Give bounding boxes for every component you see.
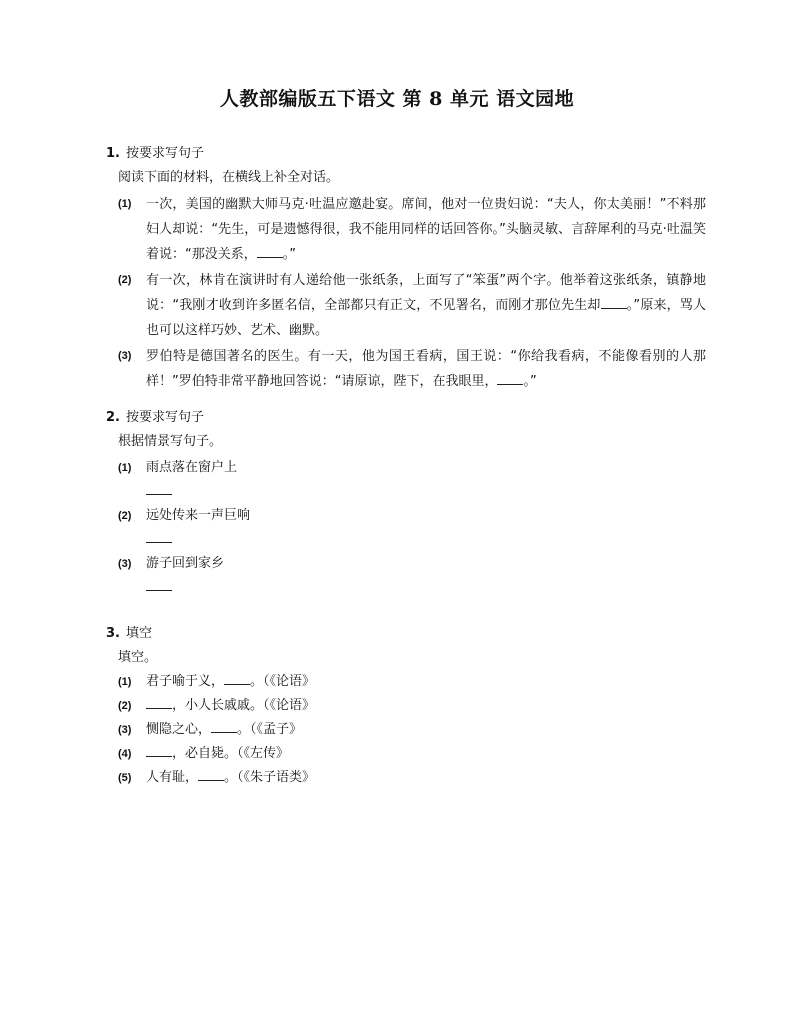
question-instruction: 填空。 [118,650,158,665]
item-text-before: 人有耻， [146,770,199,785]
item-text [146,192,706,267]
answer-blank[interactable] [211,718,237,733]
item-text-after: 。” [282,247,296,262]
item-number: (1) [118,198,132,210]
item-number: (5) [118,772,132,784]
question-number: 2. [106,410,120,425]
item-text [146,268,706,343]
item-number: (3) [118,350,132,362]
question-1-item-1 [106,192,706,267]
answer-blank[interactable] [257,243,283,258]
answer-blank[interactable] [497,370,523,385]
question-3-item-2 [106,694,706,718]
question-3 [106,624,706,790]
item-text-after: ，必自毙。（《左传》 [172,746,290,761]
item-text-before: 恻隐之心， [146,722,212,737]
item-number: (2) [118,700,132,712]
item-text-before: 一次，美国的幽默大师马克·吐温应邀赴宴。席间，他对一位贵妇说：“夫人，你太美丽！”不料那妇人却说：“先生，可是遗憾得很，我不能用同样的话回答你。”头脑灵敏、言辞犀利的马克·吐温笑着说：“那没关系， [146,197,706,262]
item-text-after: ，小人长戚戚。（《论语》 [172,698,316,713]
item-text-after: 。” [523,374,537,389]
answer-blank[interactable] [146,742,172,757]
question-3-item-1 [106,670,706,694]
item-number: (1) [118,462,132,474]
question-2-heading [106,408,706,428]
question-number: 1. [106,146,120,161]
question-3-heading [106,624,706,644]
question-number: 3. [106,626,120,641]
question-1-item-3 [106,344,706,394]
answer-blank[interactable] [146,694,172,709]
item-number: (1) [118,676,132,688]
question-instruction: 阅读下面的材料，在横线上补全对话。 [118,170,340,185]
answer-blank[interactable] [601,294,627,309]
item-text-after: 。（《朱子语类》 [224,770,316,785]
item-number: (2) [118,510,132,522]
question-instruction: 根据情景写句子。 [118,434,223,449]
question-2-item-1 [106,456,706,504]
question-3-item-4 [106,742,706,766]
item-text-before: 君子喻于义， [146,674,225,689]
question-1-item-2 [106,268,706,343]
answer-blank[interactable] [224,670,250,685]
question-title: 按要求写句子 [125,146,204,161]
item-number: (2) [118,274,132,286]
item-text: 雨点落在窗户上 [146,460,238,475]
item-text-after: 。（《孟子》 [237,722,303,737]
question-3-item-3 [106,718,706,742]
item-text [146,344,706,394]
answer-blank[interactable] [146,590,172,591]
question-3-item-5 [106,766,706,790]
item-text-before: 罗伯特是德国著名的医生。有一天，他为国王看病，国王说：“你给我看病，不能像看别的人那样！”罗伯特非常平静地回答说：“请原谅，陛下，在我眼里， [146,349,706,389]
question-2-item-2 [106,504,706,552]
page-title: 人教部编版五下语文 第 8 单元 语文园地 [219,88,575,110]
item-text-before: 有一次，林肯在演讲时有人递给他一张纸条，上面写了“笨蛋”两个字。他举着这张纸条，镇静地说：“我刚才收到许多匿名信，全部都只有正文，不见署名，而刚才那位先生却 [146,273,706,313]
question-title: 填空 [125,626,152,641]
question-title: 按要求写句子 [125,410,204,425]
question-1-heading [106,144,706,164]
item-text-after: 。”原来，骂人也可以这样巧妙、艺术、幽默。 [146,298,706,338]
answer-blank[interactable] [146,542,172,543]
item-text-after: 。（《论语》 [250,674,316,689]
question-2-item-3 [106,552,706,600]
item-text: 游子回到家乡 [146,556,225,571]
answer-blank[interactable] [198,766,224,781]
answer-blank[interactable] [146,494,172,495]
item-number: (4) [118,748,132,760]
item-text: 远处传来一声巨响 [146,508,251,523]
question-2 [106,408,706,600]
item-number: (3) [118,558,132,570]
question-1 [106,144,706,394]
item-number: (3) [118,724,132,736]
